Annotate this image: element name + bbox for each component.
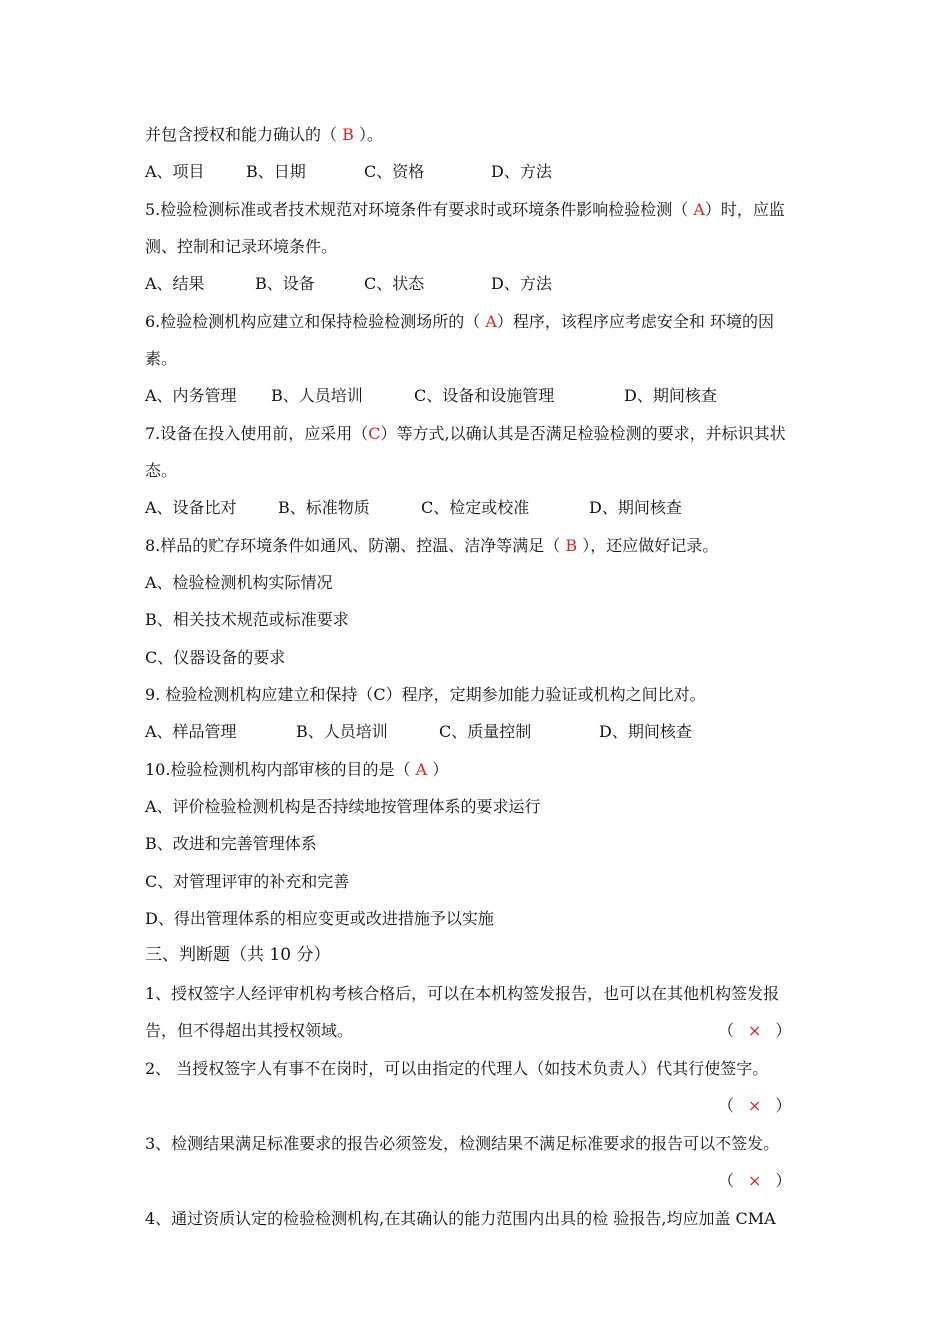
judge-3-close: ） <box>775 1171 792 1190</box>
judge-1-cross-icon: × <box>748 1021 762 1040</box>
q7-option-b: B、标准物质 <box>278 498 370 517</box>
q6-option-b: B、人员培训 <box>271 386 363 405</box>
q8-option-c: C、仪器设备的要求 <box>145 648 286 667</box>
judge-2-stem: 2、 当授权签字人有事不在岗时，可以由指定的代理人（如技术负责人）代其行使签字。 <box>145 1059 769 1078</box>
q10-option-b: B、改进和完善管理体系 <box>145 834 317 853</box>
q5-option-c: C、状态 <box>364 274 425 293</box>
q4-stem-end: ）。 <box>353 125 383 144</box>
q10-answer: A <box>415 760 428 779</box>
q10-option-d: D、得出管理体系的相应变更或改进措施予以实施 <box>145 909 494 928</box>
q7-stem-end: ）等方式,以确认其是否满足检验检测的要求，并标识其状 <box>380 424 786 443</box>
q5-stem-cont: 测、控制和记录环境条件。 <box>145 237 338 256</box>
q10-option-a: A、评价检验检测机构是否持续地按管理体系的要求运行 <box>145 797 541 816</box>
q5-stem <box>145 199 785 221</box>
q8-stem-text: 8.样品的贮存环境条件如通风、防潮、控温、洁净等满足（ <box>145 536 566 555</box>
q4-answer: B <box>342 125 354 144</box>
judge-3-cross-icon: × <box>748 1171 762 1190</box>
q4-option-b: B、日期 <box>246 162 306 181</box>
q10-stem <box>145 759 448 781</box>
judge-2-answer <box>718 1095 791 1117</box>
q6-option-d: D、期间核查 <box>624 386 717 405</box>
judge-3-answer <box>718 1170 791 1192</box>
q6-answer: A <box>485 312 497 331</box>
q4-stem-tail <box>145 124 383 146</box>
q5-option-b: B、设备 <box>255 274 315 293</box>
judge-4-stem: 4、通过资质认定的检验检测机构,在其确认的能力范围内出具的检 验报告,均应加盖 CMA <box>145 1209 776 1228</box>
q5-stem-text: 5.检验检测标准或者技术规范对环境条件有要求时或环境条件影响检验检测（ <box>145 200 694 219</box>
judge-2-close: ） <box>775 1096 792 1115</box>
judge-3-stem: 3、检测结果满足标准要求的报告必须签发，检测结果不满足标准要求的报告可以不签发。 <box>145 1134 780 1153</box>
q9-option-a: A、样品管理 <box>145 722 237 741</box>
judge-1-stem-cont: 告，但不得超出其授权领域。 <box>145 1021 354 1040</box>
q8-option-b: B、相关技术规范或标准要求 <box>145 610 349 629</box>
q7-stem-text: 7.设备在投入使用前，应采用（ <box>145 424 369 443</box>
q4-option-d: D、方法 <box>491 162 552 181</box>
q5-stem-end: ）时，应监 <box>704 200 785 219</box>
q8-answer: B <box>565 536 578 555</box>
q4-option-c: C、资格 <box>364 162 425 181</box>
q6-stem-cont: 素。 <box>145 349 178 368</box>
q7-stem <box>145 423 786 445</box>
judge-1-open: （ <box>718 1021 735 1040</box>
q10-stem-text: 10.检验检测机构内部审核的目的是（ <box>145 760 416 779</box>
q8-stem <box>145 535 718 557</box>
q9-stem: 9. 检验检测机构应建立和保持（C）程序，定期参加能力验证或机构之间比对。 <box>145 685 706 704</box>
q7-stem-cont: 态。 <box>145 461 178 480</box>
q8-option-a: A、检验检测机构实际情况 <box>145 573 333 592</box>
q6-stem <box>145 311 774 333</box>
q4-options <box>145 161 552 183</box>
q6-stem-text: 6.检验检测机构应建立和保持检验检测场所的（ <box>145 312 486 331</box>
q5-option-d: D、方法 <box>491 274 552 293</box>
q10-option-c: C、对管理评审的补充和完善 <box>145 872 350 891</box>
q6-option-a: A、内务管理 <box>145 386 237 405</box>
q5-option-a: A、结果 <box>145 274 205 293</box>
q5-answer: A <box>693 200 705 219</box>
q6-stem-end: ）程序，该程序应考虑安全和 环境的因 <box>496 312 775 331</box>
q7-options <box>145 497 682 519</box>
q7-option-d: D、期间核查 <box>589 498 682 517</box>
judge-1-close: ） <box>775 1021 792 1040</box>
judge-3-open: （ <box>718 1171 735 1190</box>
q8-stem-end: ），还应做好记录。 <box>577 536 719 555</box>
q6-options <box>145 385 717 407</box>
judge-2-open: （ <box>718 1096 735 1115</box>
q9-option-c: C、质量控制 <box>439 722 532 741</box>
q9-option-d: D、期间核查 <box>599 722 692 741</box>
q5-options <box>145 273 552 295</box>
q7-option-a: A、设备比对 <box>145 498 237 517</box>
q7-option-c: C、检定或校准 <box>421 498 530 517</box>
q9-option-b: B、人员培训 <box>296 722 388 741</box>
q9-options <box>145 721 692 743</box>
judge-2-cross-icon: × <box>748 1096 762 1115</box>
section-heading: 三、判断题（共 10 分） <box>145 945 331 965</box>
q6-option-c: C、设备和设施管理 <box>414 386 555 405</box>
q4-stem-text: 并包含授权和能力确认的（ <box>145 125 343 144</box>
q10-stem-end: ） <box>427 760 449 779</box>
judge-1-answer <box>718 1020 791 1042</box>
judge-1-stem: 1、授权签字人经评审机构考核合格后，可以在本机构签发报告，也可以在其他机构签发报 <box>145 984 780 1003</box>
q4-option-a: A、项目 <box>145 162 205 181</box>
q7-answer: C <box>368 424 381 443</box>
